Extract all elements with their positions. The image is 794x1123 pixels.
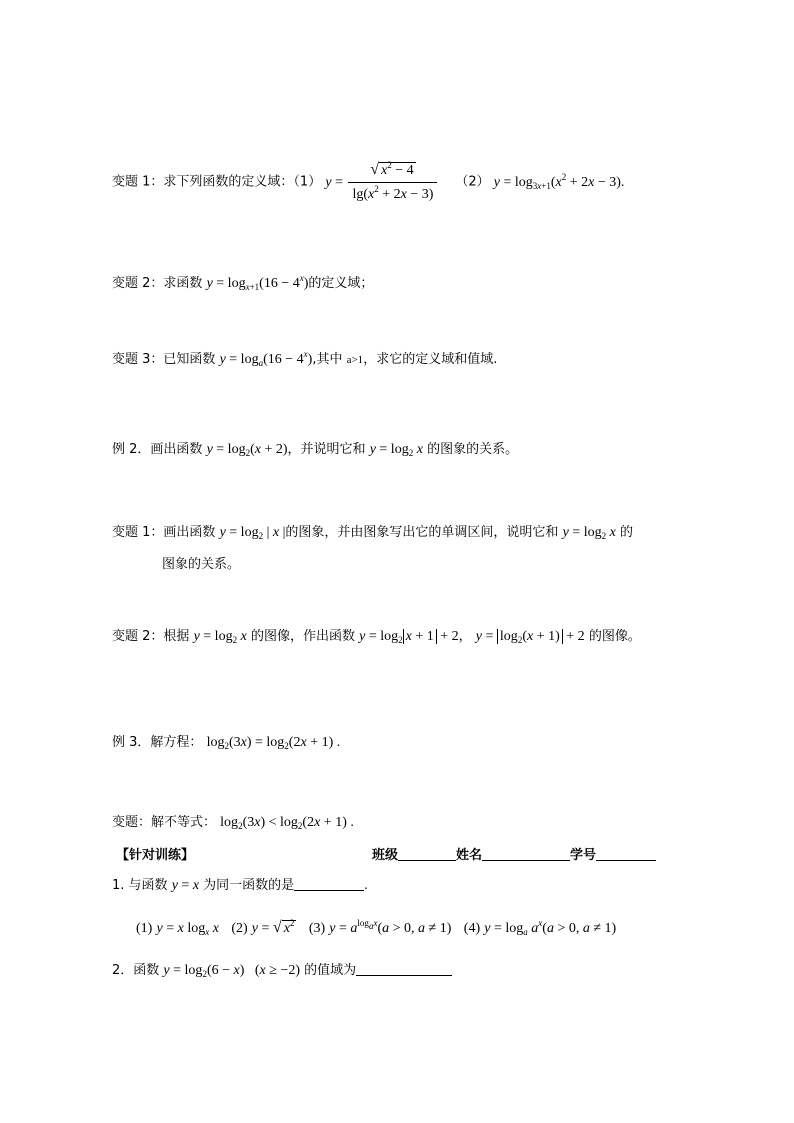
formula-2: $y = \log_{3x+1}(x^2 + 2x - 3)$. (493, 171, 625, 191)
example-text-mid: ，并说明它和 (287, 442, 366, 457)
variant-text-end: 的图像。 (588, 629, 641, 644)
option-4-label: (4) (463, 921, 481, 936)
name-label: 姓名 (456, 848, 483, 863)
formula: $y = \log_2(x + 2)$ (206, 442, 288, 458)
id-blank[interactable] (596, 846, 656, 861)
variant-label: 变题： (112, 815, 152, 830)
variant-text: 根据 (163, 629, 190, 644)
formula: $y = \log_a(16 - 4^x)$ (219, 349, 313, 368)
option-2: y = √ $x^2$ (251, 918, 295, 936)
formula-1: y = $\frac{√ x^2 - 4}{\lg(x^2 + 2x - 3)}$ (325, 175, 443, 190)
variant-text-cont: 图象的关系。 (162, 557, 241, 572)
variant-text: 求下列函数的定义域： (163, 174, 294, 190)
class-blank[interactable] (398, 846, 456, 861)
option-2-label: (2) (231, 921, 248, 936)
example-label: 例 2． (112, 442, 151, 457)
variant-3-domain-range (112, 350, 497, 370)
separator: ， (458, 629, 472, 644)
question-2 (112, 961, 452, 981)
formula-ref: $y = \log_2 x$ (369, 442, 423, 458)
fraction: $\frac{√ x^2 - 4}{\lg(x^2 + 2x - 3)}$ (348, 160, 437, 205)
example-2-variant-1 (112, 523, 633, 543)
option-1: y = x $\log_x x$ (156, 921, 219, 937)
variant-text-end: ，求它的定义域和值域. (363, 352, 498, 367)
answer-blank[interactable] (294, 876, 364, 891)
variant-text: 已知函数 (163, 352, 216, 367)
variant-text-mid: ,其中 (312, 352, 343, 367)
formula-ref: $y = \log_2 x$ (562, 525, 616, 541)
part-2-label: （2） (455, 174, 490, 190)
training-header-row (116, 846, 194, 866)
class-label: 班级 (372, 848, 399, 863)
variant-label: 变题 2： (112, 276, 164, 291)
formula: $y = \log_2$ | x | (219, 525, 286, 541)
answer-blank[interactable] (356, 961, 452, 976)
inequality: $\log_2(3x) < \log_2(2x + 1)$ . (220, 815, 354, 831)
formula: $y = \log_{x+1}(16 - 4^x)$ (206, 273, 309, 292)
condition: a>1 (346, 354, 364, 366)
id-label: 学号 (570, 848, 597, 863)
part-1-label: （1） (293, 174, 322, 190)
equation: $\log_2(3x) = \log_2(2x + 1)$ . (206, 735, 341, 751)
training-header: 【针对训练】 (116, 848, 195, 863)
formula-2: $y = \log_2(x + 1) + 2$ (475, 629, 585, 645)
variant-text: 解不等式： (151, 815, 217, 830)
option-1-label: (1) (136, 921, 153, 936)
example-label: 例 3． (112, 735, 151, 750)
variant-text: 求函数 (163, 276, 203, 291)
option-4: $y = \log_a a^x(a > 0$, a ≠ 1) (484, 918, 617, 937)
variant-text-mid: 的图像，作出函数 (250, 629, 355, 644)
question-text: 1. 与函数 (112, 878, 168, 893)
formula: $y = \log_2(6 - x) (x \ge -2)$ (163, 963, 301, 979)
question-text: 2．函数 (112, 963, 160, 978)
question-1: 1. 与函数 y = x 为同一函数的是 . (112, 878, 368, 893)
example-2-variant-1-cont (162, 555, 240, 575)
variant-2-domain (112, 274, 373, 294)
example-3-variant (112, 813, 354, 833)
question-text-mid: 为同一函数的是 (203, 878, 295, 893)
example-2 (112, 440, 518, 460)
example-2-variant-2 (112, 627, 641, 647)
question-text-end: 的值域为 (304, 963, 357, 978)
variant-text-mid: 的图象，并由图象写出它的单调区间，说明它和 (285, 525, 559, 540)
formula: y = x (171, 878, 200, 893)
question-1-options (136, 918, 616, 939)
variant-text: 画出函数 (163, 525, 216, 540)
variant-text-end: 的定义域； (308, 276, 374, 291)
name-blank[interactable] (482, 846, 570, 861)
variant-label: 变题 1： (112, 525, 164, 540)
student-info (372, 846, 656, 866)
variant-label: 变题 2： (112, 629, 164, 644)
option-3: $y = a^{log_ax}(a > 0$, a ≠ 1) (329, 918, 452, 936)
variant-text-end: 的 (619, 525, 633, 540)
variant-1-domain (112, 160, 624, 205)
option-3-label: (3) (308, 921, 326, 936)
example-text-end: 的图象的关系。 (427, 442, 519, 457)
example-text: 画出函数 (150, 442, 203, 457)
example-3 (112, 733, 340, 753)
formula-ref: $y = \log_2 x$ (193, 629, 247, 645)
variant-label: 变题 1： (112, 174, 164, 190)
example-text: 解方程： (150, 735, 203, 750)
variant-label: 变题 3： (112, 352, 164, 367)
formula-1: $y = \log_2 x + 1 + 2$ (359, 629, 459, 645)
